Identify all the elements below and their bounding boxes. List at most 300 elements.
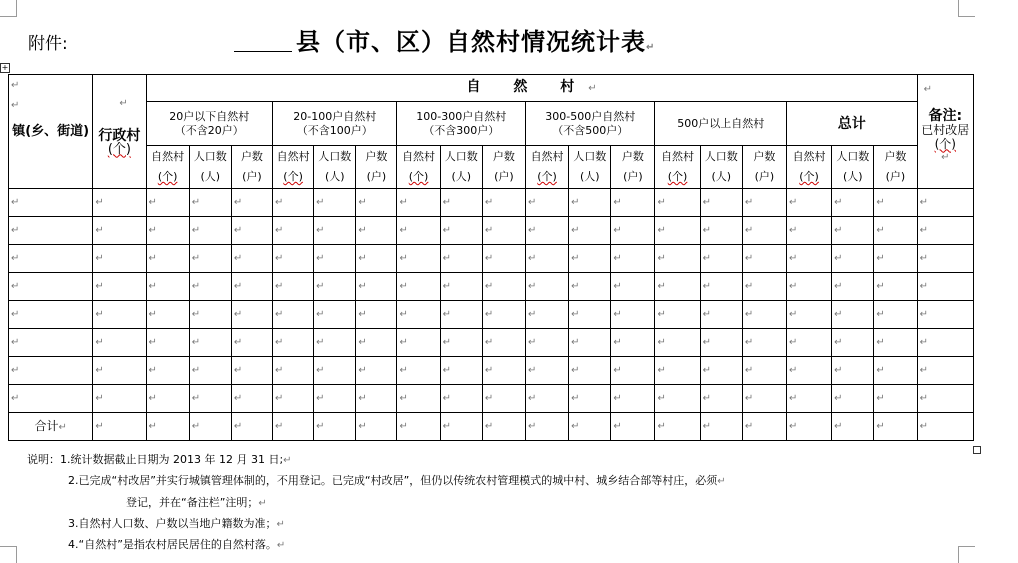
paragraph-mark: ↵ (484, 308, 494, 320)
paragraph-mark: ↵ (571, 364, 580, 376)
table-cell[interactable] (655, 217, 700, 245)
table-cell[interactable] (231, 301, 272, 329)
table-cell[interactable] (611, 329, 655, 357)
paragraph-mark: ↵ (11, 336, 20, 348)
table-cell[interactable] (569, 189, 611, 217)
table-cell[interactable] (231, 273, 272, 301)
table-cell[interactable] (569, 301, 611, 329)
paragraph-mark: ↵ (275, 196, 284, 208)
table-cell[interactable] (655, 301, 700, 329)
table-cell[interactable] (917, 357, 973, 385)
paragraph-mark: ↵ (191, 336, 201, 348)
table-cell[interactable] (189, 273, 231, 301)
paragraph-mark: ↵ (316, 364, 325, 376)
paragraph-mark: ↵ (484, 364, 494, 376)
table-cell[interactable] (440, 385, 482, 413)
paragraph-mark: ↵ (233, 280, 243, 292)
table-cell[interactable] (611, 301, 655, 329)
table-cell[interactable] (146, 385, 189, 413)
table-cell[interactable] (231, 245, 272, 273)
table-cell[interactable] (146, 301, 189, 329)
table-cell[interactable] (874, 413, 917, 441)
table-cell[interactable] (917, 385, 973, 413)
table-cell[interactable] (525, 385, 568, 413)
table-cell[interactable] (482, 245, 525, 273)
table-cell[interactable] (314, 189, 356, 217)
paragraph-mark: ↵ (358, 308, 367, 320)
table-cell[interactable] (917, 329, 973, 357)
paragraph-mark: ↵ (613, 392, 622, 404)
table-cell[interactable] (273, 357, 314, 385)
table-cell[interactable] (525, 217, 568, 245)
table-cell[interactable] (832, 301, 874, 329)
paragraph-mark: ↵ (191, 420, 201, 432)
paragraph-mark: ↵ (657, 252, 666, 264)
table-cell[interactable] (93, 413, 146, 441)
paragraph-mark: ↵ (484, 392, 494, 404)
paragraph-mark: ↵ (919, 280, 928, 292)
table-cell[interactable] (146, 413, 189, 441)
table-cell[interactable] (440, 273, 482, 301)
table-cell[interactable] (440, 217, 482, 245)
table-cell[interactable] (146, 357, 189, 385)
paragraph-mark: ↵ (399, 308, 408, 320)
paragraph-mark: ↵ (657, 196, 666, 208)
table-cell[interactable] (786, 301, 831, 329)
paragraph-mark: ↵ (702, 196, 712, 208)
paragraph-mark: ↵ (275, 224, 284, 236)
paragraph-mark: ↵ (11, 196, 20, 208)
table-cell[interactable] (397, 273, 440, 301)
paragraph-mark: ↵ (233, 420, 243, 432)
table-cell[interactable] (917, 189, 973, 217)
subcol-header-4-1: 人口数 (人) (700, 146, 742, 189)
table-cell[interactable] (742, 385, 786, 413)
paragraph-mark: ↵ (442, 196, 452, 208)
table-cell[interactable] (93, 301, 146, 329)
paragraph-mark: ↵ (744, 392, 754, 404)
table-cell[interactable] (832, 329, 874, 357)
table-cell[interactable] (314, 301, 356, 329)
paragraph-mark: ↵ (316, 420, 325, 432)
paragraph-mark: ↵ (788, 392, 798, 404)
table-cell[interactable] (569, 273, 611, 301)
paragraph-mark: ↵ (275, 392, 284, 404)
paragraph-mark: ↵ (834, 420, 843, 432)
table-cell[interactable] (356, 329, 397, 357)
page-title (234, 22, 655, 57)
table-cell[interactable] (273, 273, 314, 301)
paragraph-mark: ↵ (876, 392, 885, 404)
table-cell[interactable] (397, 245, 440, 273)
paragraph-mark: ↵ (657, 392, 666, 404)
table-cell[interactable] (314, 245, 356, 273)
paragraph-mark: ↵ (95, 364, 104, 376)
table-cell[interactable] (397, 217, 440, 245)
paragraph-mark: ↵ (11, 224, 20, 236)
table-cell[interactable] (273, 413, 314, 441)
paragraph-mark: ↵ (744, 308, 754, 320)
paragraph-mark: ↵ (442, 364, 452, 376)
table-cell[interactable] (525, 189, 568, 217)
table-cell[interactable] (611, 385, 655, 413)
table-cell[interactable] (525, 273, 568, 301)
table-cell[interactable] (655, 413, 700, 441)
table-cell[interactable] (9, 301, 93, 329)
paragraph-mark: ↵ (358, 252, 367, 264)
table-cell[interactable] (146, 217, 189, 245)
paragraph-mark: ↵ (442, 392, 452, 404)
table-cell[interactable] (231, 329, 272, 357)
paragraph-mark: ↵ (834, 336, 843, 348)
table-cell[interactable] (786, 245, 831, 273)
table-cell[interactable] (482, 329, 525, 357)
table-cell[interactable] (146, 329, 189, 357)
paragraph-mark: ↵ (919, 308, 928, 320)
table-cell[interactable] (397, 301, 440, 329)
paragraph-mark: ↵ (95, 420, 104, 432)
table-cell[interactable] (9, 217, 93, 245)
table-cell[interactable] (655, 357, 700, 385)
paragraph-mark: ↵ (744, 420, 754, 432)
table-cell[interactable] (231, 385, 272, 413)
group-header-3: 300-500户自然村 （不含500户） (525, 102, 655, 146)
table-cell[interactable] (397, 385, 440, 413)
table-cell[interactable] (397, 329, 440, 357)
table-cell[interactable] (917, 413, 973, 441)
page-corner-bottom-left (0, 546, 17, 563)
table-cell[interactable] (9, 357, 93, 385)
table-cell[interactable] (356, 273, 397, 301)
table-cell[interactable] (9, 329, 93, 357)
paragraph-mark: ↵ (358, 280, 367, 292)
table-cell[interactable] (569, 385, 611, 413)
table-cell[interactable] (786, 189, 831, 217)
paragraph-mark: ↵ (11, 308, 20, 320)
paragraph-mark: ↵ (148, 280, 157, 292)
paragraph-mark: ↵ (527, 364, 537, 376)
table-cell[interactable] (314, 413, 356, 441)
paragraph-mark: ↵ (191, 392, 201, 404)
table-cell[interactable] (314, 357, 356, 385)
table-cell[interactable] (9, 385, 93, 413)
table-cell[interactable] (314, 329, 356, 357)
table-cell[interactable] (314, 385, 356, 413)
table-cell[interactable] (356, 217, 397, 245)
note-line-4: 4.“自然村”是指农村居民居住的自然村落。↵ (68, 538, 286, 551)
table-cell[interactable] (146, 273, 189, 301)
table-resize-handle-icon[interactable] (973, 446, 981, 454)
table-cell[interactable] (356, 245, 397, 273)
table-cell[interactable] (874, 357, 917, 385)
table-cell[interactable] (655, 189, 700, 217)
paragraph-mark: ↵ (527, 252, 537, 264)
table-cell[interactable] (786, 357, 831, 385)
table-row (9, 189, 974, 217)
table-cell[interactable] (93, 245, 146, 273)
table-cell[interactable] (440, 357, 482, 385)
table-cell[interactable] (231, 413, 272, 441)
paragraph-mark: ↵ (702, 336, 712, 348)
table-cell[interactable] (874, 273, 917, 301)
table-cell[interactable] (700, 301, 742, 329)
table-cell[interactable] (742, 245, 786, 273)
table-cell[interactable] (482, 301, 525, 329)
table-cell[interactable] (93, 273, 146, 301)
table-cell[interactable] (273, 245, 314, 273)
table-cell[interactable] (9, 245, 93, 273)
table-cell[interactable] (917, 273, 973, 301)
table-cell[interactable] (786, 413, 831, 441)
paragraph-mark: ↵ (571, 392, 580, 404)
paragraph-mark: ↵ (233, 224, 243, 236)
table-cell[interactable] (93, 329, 146, 357)
table-cell[interactable] (874, 245, 917, 273)
table-cell[interactable] (440, 329, 482, 357)
table-cell[interactable] (482, 357, 525, 385)
table-cell[interactable] (611, 273, 655, 301)
table-cell[interactable] (917, 245, 973, 273)
table-cell[interactable] (742, 189, 786, 217)
paragraph-mark: ↵ (233, 336, 243, 348)
paragraph-mark: ↵ (744, 224, 754, 236)
table-cell[interactable] (611, 413, 655, 441)
paragraph-mark: ↵ (316, 196, 325, 208)
paragraph-mark: ↵ (571, 224, 580, 236)
table-row (9, 329, 974, 357)
table-cell[interactable] (189, 245, 231, 273)
table-cell[interactable] (440, 245, 482, 273)
table-cell[interactable] (482, 413, 525, 441)
table-cell[interactable] (482, 385, 525, 413)
paragraph-mark: ↵ (702, 308, 712, 320)
table-cell[interactable] (9, 189, 93, 217)
paragraph-mark: ↵ (744, 196, 754, 208)
table-cell[interactable] (832, 385, 874, 413)
table-cell[interactable] (569, 413, 611, 441)
total-label-cell[interactable]: 合计↵ (9, 413, 93, 441)
paragraph-mark: ↵ (399, 196, 408, 208)
table-cell[interactable] (356, 385, 397, 413)
paragraph-mark: ↵ (316, 252, 325, 264)
table-cell[interactable] (832, 273, 874, 301)
paragraph-mark: ↵ (316, 280, 325, 292)
table-cell[interactable] (874, 217, 917, 245)
table-cell[interactable] (569, 217, 611, 245)
table-cell[interactable] (700, 357, 742, 385)
table-cell[interactable] (700, 413, 742, 441)
table-cell[interactable] (655, 329, 700, 357)
paragraph-mark: ↵ (442, 420, 452, 432)
subcol-header-4-2: 户数 (户) (742, 146, 786, 189)
table-cell[interactable] (525, 301, 568, 329)
table-cell[interactable] (700, 385, 742, 413)
paragraph-mark: ↵ (919, 196, 928, 208)
paragraph-mark: ↵ (191, 224, 201, 236)
table-cell[interactable] (189, 301, 231, 329)
table-cell[interactable] (146, 245, 189, 273)
table-cell[interactable] (874, 301, 917, 329)
table-cell[interactable] (231, 357, 272, 385)
table-cell[interactable] (742, 301, 786, 329)
table-cell[interactable] (611, 217, 655, 245)
table-cell[interactable] (314, 217, 356, 245)
paragraph-mark: ↵ (788, 280, 798, 292)
paragraph-mark: ↵ (95, 336, 104, 348)
table-cell[interactable] (189, 329, 231, 357)
table-cell[interactable] (9, 273, 93, 301)
paragraph-mark: ↵ (191, 196, 201, 208)
paragraph-mark: ↵ (876, 252, 885, 264)
table-cell[interactable] (231, 217, 272, 245)
table-cell[interactable] (874, 189, 917, 217)
paragraph-mark: ↵ (11, 252, 20, 264)
group-header-4: 500户以上自然村 (655, 102, 787, 146)
paragraph-mark: ↵ (613, 364, 622, 376)
group-header-2: 100-300户自然村 （不含300户） (397, 102, 526, 146)
subcol-header-3-2: 户数 (户) (611, 146, 655, 189)
paragraph-mark: ↵ (657, 224, 666, 236)
table-cell[interactable] (440, 413, 482, 441)
table-cell[interactable] (273, 189, 314, 217)
table-cell[interactable] (273, 329, 314, 357)
table-row (9, 217, 974, 245)
table-cell[interactable] (440, 301, 482, 329)
paragraph-mark: ↵ (11, 280, 20, 292)
table-cell[interactable] (611, 245, 655, 273)
table-cell[interactable] (700, 217, 742, 245)
paragraph-mark: ↵ (876, 308, 885, 320)
table-cell[interactable] (832, 189, 874, 217)
table-cell[interactable] (525, 413, 568, 441)
table-cell[interactable] (482, 273, 525, 301)
county-blank-field[interactable] (234, 25, 292, 52)
title-text: 县（市、区）自然村情况统计表 (296, 28, 646, 56)
table-cell[interactable] (786, 217, 831, 245)
table-cell[interactable] (273, 385, 314, 413)
table-cell[interactable] (700, 273, 742, 301)
subcol-header-5-2: 户数 (户) (874, 146, 917, 189)
table-cell[interactable] (569, 329, 611, 357)
table-cell[interactable] (611, 189, 655, 217)
table-cell[interactable] (93, 357, 146, 385)
table-cell[interactable] (189, 189, 231, 217)
paragraph-mark: ↵ (399, 224, 408, 236)
table-cell[interactable] (700, 245, 742, 273)
table-cell[interactable] (482, 217, 525, 245)
paragraph-mark: ↵ (399, 420, 408, 432)
table-cell[interactable] (356, 413, 397, 441)
table-cell[interactable] (655, 273, 700, 301)
table-cell[interactable] (742, 217, 786, 245)
table-cell[interactable] (655, 385, 700, 413)
paragraph-mark: ↵ (442, 308, 452, 320)
paragraph-mark: ↵ (744, 364, 754, 376)
table-cell[interactable] (874, 385, 917, 413)
table-cell[interactable] (832, 357, 874, 385)
paragraph-mark: ↵ (527, 308, 537, 320)
paragraph-mark: ↵ (484, 336, 494, 348)
table-cell[interactable] (482, 189, 525, 217)
table-cell[interactable] (742, 413, 786, 441)
table-cell[interactable] (917, 301, 973, 329)
table-cell[interactable] (397, 357, 440, 385)
table-cell[interactable] (189, 413, 231, 441)
paragraph-mark: ↵ (527, 420, 537, 432)
table-cell[interactable] (356, 301, 397, 329)
paragraph-mark: ↵ (95, 280, 104, 292)
table-cell[interactable] (93, 385, 146, 413)
paragraph-mark: ↵ (442, 336, 452, 348)
table-cell[interactable] (832, 245, 874, 273)
paragraph-mark: ↵ (95, 392, 104, 404)
table-cell[interactable] (146, 189, 189, 217)
table-cell[interactable] (93, 217, 146, 245)
paragraph-mark: ↵ (191, 252, 201, 264)
table-cell[interactable] (273, 301, 314, 329)
header-admin-village: ↵ 行政村 (个) (93, 75, 146, 189)
paragraph-mark: ↵ (95, 196, 104, 208)
table-cell[interactable] (655, 245, 700, 273)
table-cell[interactable] (525, 357, 568, 385)
paragraph-mark: ↵ (919, 224, 928, 236)
table-cell[interactable] (569, 245, 611, 273)
table-cell[interactable] (700, 329, 742, 357)
table-cell[interactable] (917, 217, 973, 245)
paragraph-mark: ↵ (646, 42, 656, 53)
table-cell[interactable] (786, 329, 831, 357)
table-cell[interactable] (700, 189, 742, 217)
table-cell[interactable] (874, 329, 917, 357)
table-cell[interactable] (742, 273, 786, 301)
paragraph-mark: ↵ (358, 364, 367, 376)
table-cell[interactable] (356, 357, 397, 385)
table-cell[interactable] (189, 357, 231, 385)
table-cell[interactable] (273, 217, 314, 245)
table-cell[interactable] (525, 329, 568, 357)
table-cell[interactable] (525, 245, 568, 273)
table-cell[interactable] (397, 189, 440, 217)
table-cell[interactable] (832, 413, 874, 441)
note-line-1: 2.已完成“村改居”并实行城镇管理体制的，不用登记。已完成“村改居”，但仍以传统农村管理模式的城中村、城乡结合部等村庄，必须↵ (68, 474, 726, 487)
table-cell[interactable] (314, 273, 356, 301)
table-cell[interactable] (93, 189, 146, 217)
table-cell[interactable] (786, 385, 831, 413)
table-cell[interactable] (231, 189, 272, 217)
table-cell[interactable] (742, 357, 786, 385)
table-cell[interactable] (569, 357, 611, 385)
table-cell[interactable] (611, 357, 655, 385)
paragraph-mark: ↵ (316, 336, 325, 348)
table-cell[interactable] (189, 385, 231, 413)
paragraph-mark: ↵ (613, 280, 622, 292)
table-cell[interactable] (397, 413, 440, 441)
paragraph-mark: ↵ (702, 280, 712, 292)
table-cell[interactable] (189, 217, 231, 245)
table-cell[interactable] (356, 189, 397, 217)
table-cell[interactable] (440, 189, 482, 217)
paragraph-mark: ↵ (571, 308, 580, 320)
table-cell[interactable] (786, 273, 831, 301)
total-label: 合计 (34, 418, 59, 433)
paragraph-mark: ↵ (613, 196, 622, 208)
paragraph-mark: ↵ (876, 280, 885, 292)
table-cell[interactable] (742, 329, 786, 357)
subcol-header-1-1: 人口数 (人) (314, 146, 356, 189)
paragraph-mark: ↵ (358, 420, 367, 432)
table-cell[interactable] (832, 217, 874, 245)
table-move-handle-icon[interactable]: + (1, 63, 9, 72)
